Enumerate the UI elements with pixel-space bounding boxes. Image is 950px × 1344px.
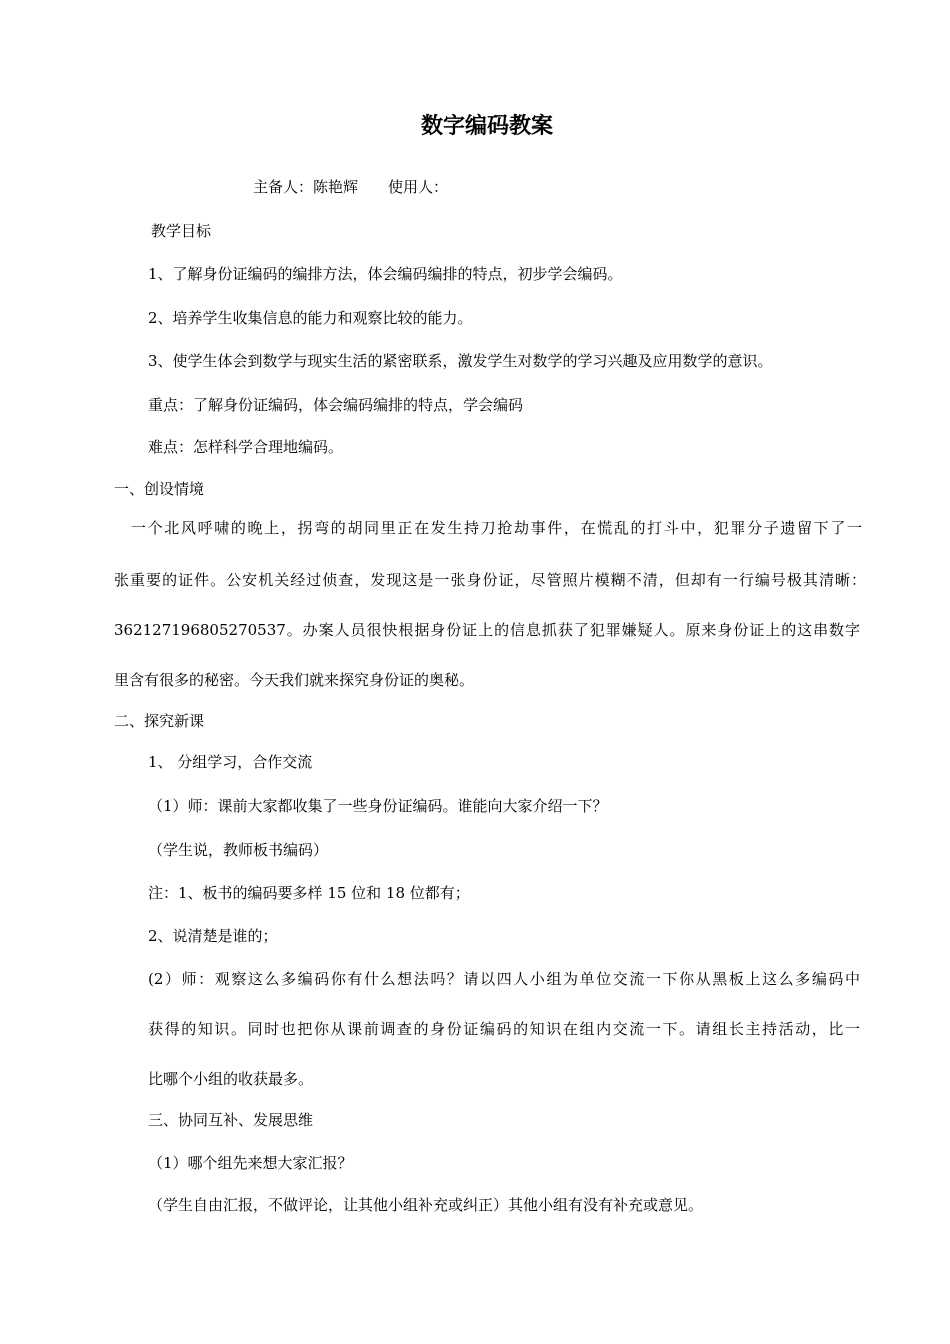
story-paragraph-line: 里含有很多的秘密。今天我们就来探究身份证的奥秘。: [114, 671, 475, 689]
section-heading: 三、协同互补、发展思维: [148, 1111, 314, 1129]
teacher-question-line: 比哪个小组的收获最多。: [148, 1070, 314, 1088]
objective-item: 2、培养学生收集信息的能力和观察比较的能力。: [148, 309, 473, 327]
teacher-question-line: 获得的知识。同时也把你从课前调查的身份证编码的知识在组内交流一下。请组长主持活动，比一: [148, 1020, 860, 1038]
note-item: 注：1、板书的编码要多样 15 位和 18 位都有；: [148, 884, 470, 902]
objectives-heading: 教学目标: [151, 222, 212, 240]
story-paragraph-line: 362127196805270537。办案人员很快根据身份证上的信息抓获了犯罪嫌疑人。原来身份证上的这串数字: [114, 621, 860, 639]
difficulty-point: 难点：怎样科学合理地编码。: [148, 438, 344, 456]
document-title: 数字编码教案: [420, 113, 553, 139]
key-point: 重点：了解身份证编码，体会编码编排的特点，学会编码: [148, 396, 524, 414]
story-paragraph-line: 张重要的证件。公安机关经过侦查，发现这是一张身份证，尽管照片模糊不清，但却有一行编号极其清晰：: [114, 571, 866, 589]
teacher-question-line: (2）师：观察这么多编码你有什么想法吗？请以四人小组为单位交流一下你从黑板上这么多编码中: [148, 970, 860, 988]
objective-item: 1、了解身份证编码的编排方法，体会编码编排的特点，初步学会编码。: [148, 265, 623, 283]
author-line: 主备人：陈艳辉 使用人：: [253, 178, 449, 196]
section-heading: 一、创设情境: [114, 480, 205, 498]
step-heading: 1、 分组学习，合作交流: [148, 753, 313, 771]
section-heading: 二、探究新课: [114, 712, 205, 730]
note-item: 2、说清楚是谁的；: [148, 927, 278, 945]
activity-note: （学生自由汇报，不做评论，让其他小组补充或纠正）其他小组有没有补充或意见。: [148, 1196, 704, 1214]
teacher-question: （1）哪个组先来想大家汇报？: [148, 1154, 353, 1172]
objective-item: 3、使学生体会到数学与现实生活的紧密联系，激发学生对数学的学习兴趣及应用数学的意识。: [148, 352, 773, 370]
teacher-question: （1）师：课前大家都收集了一些身份证编码。谁能向大家介绍一下？: [148, 797, 608, 815]
story-paragraph-line: 一个北风呼啸的晚上，拐弯的胡同里正在发生持刀抢劫事件，在慌乱的打斗中，犯罪分子遗留下了一: [131, 519, 862, 537]
activity-note: （学生说，教师板书编码）: [148, 841, 329, 859]
